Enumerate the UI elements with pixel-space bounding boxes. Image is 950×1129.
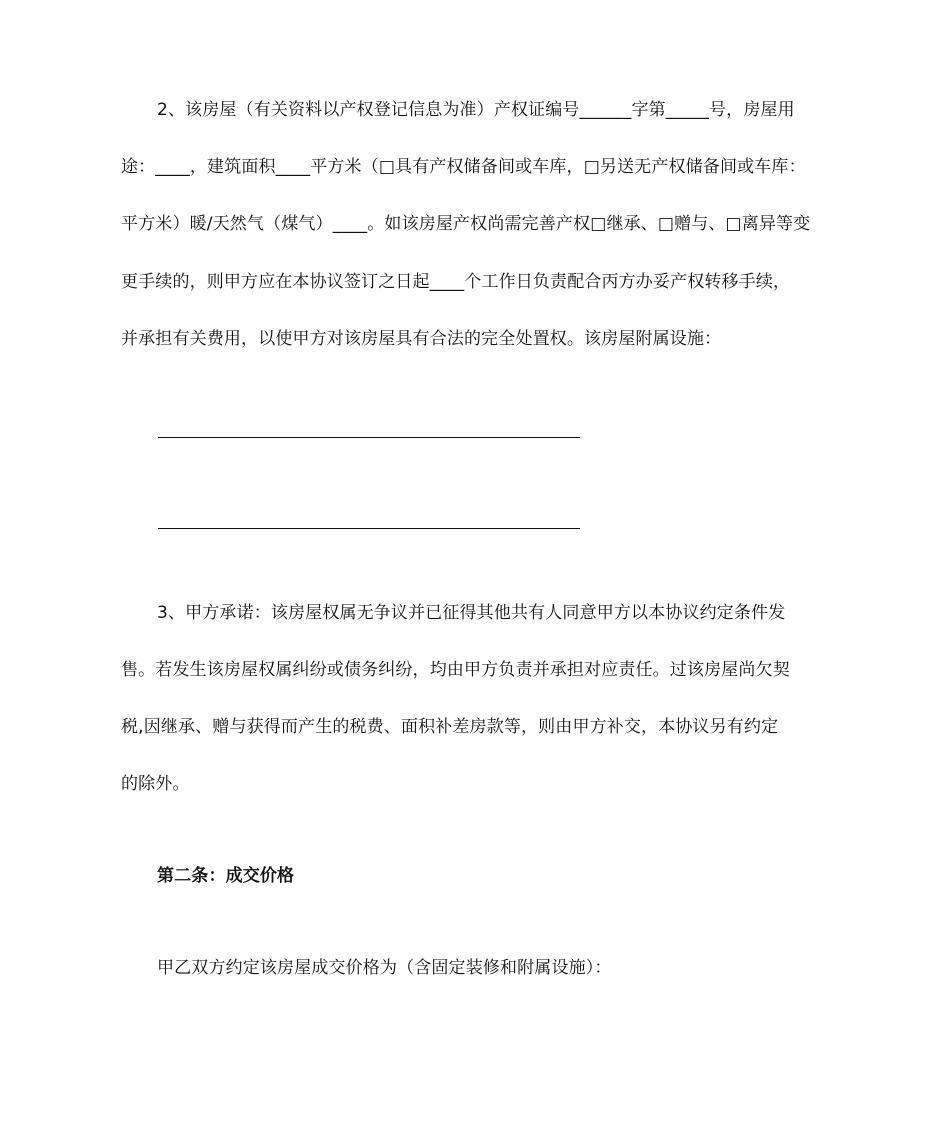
clause3-line4: 的除外。 (121, 774, 190, 794)
article2-heading: 第二条：成交价格 (157, 866, 295, 886)
clause3-line3: 税,因继承、赠与获得而产生的税费、面积补差房款等，则由甲方补交，本协议另有约定 (121, 717, 779, 737)
article2-body: 甲乙双方约定该房屋成交价格为（含固定装修和附属设施）： (157, 958, 612, 978)
clause2-line2: 途：____，建筑面积____平方米（□具有产权储备间或车库，□另送无产权储备间或车库： (121, 157, 806, 177)
blank-fill-line-1 (158, 437, 580, 438)
blank-fill-line-2 (158, 528, 580, 529)
clause2-line1: 2、该房屋（有关资料以产权登记信息为准）产权证编号______字第_____号，房屋用 (157, 100, 795, 120)
clause2-line3: 平方米）暖/天然气（煤气）____。如该房屋产权尚需完善产权□继承、□赠与、□离异等变 (121, 214, 811, 234)
clause2-line4: 更手续的，则甲方应在本协议签订之日起____个工作日负责配合丙方办妥产权转移手续， (121, 272, 791, 292)
clause3-line1: 3、甲方承诺：该房屋权属无争议并已征得其他共有人同意甲方以本协议约定条件发 (157, 603, 786, 623)
clause2-line5: 并承担有关费用，以使甲方对该房屋具有合法的完全处置权。该房屋附属设施： (121, 329, 722, 349)
clause3-line2: 售。若发生该房屋权属纠纷或债务纠纷，均由甲方负责并承担对应责任。过该房屋尚欠契 (121, 660, 790, 680)
